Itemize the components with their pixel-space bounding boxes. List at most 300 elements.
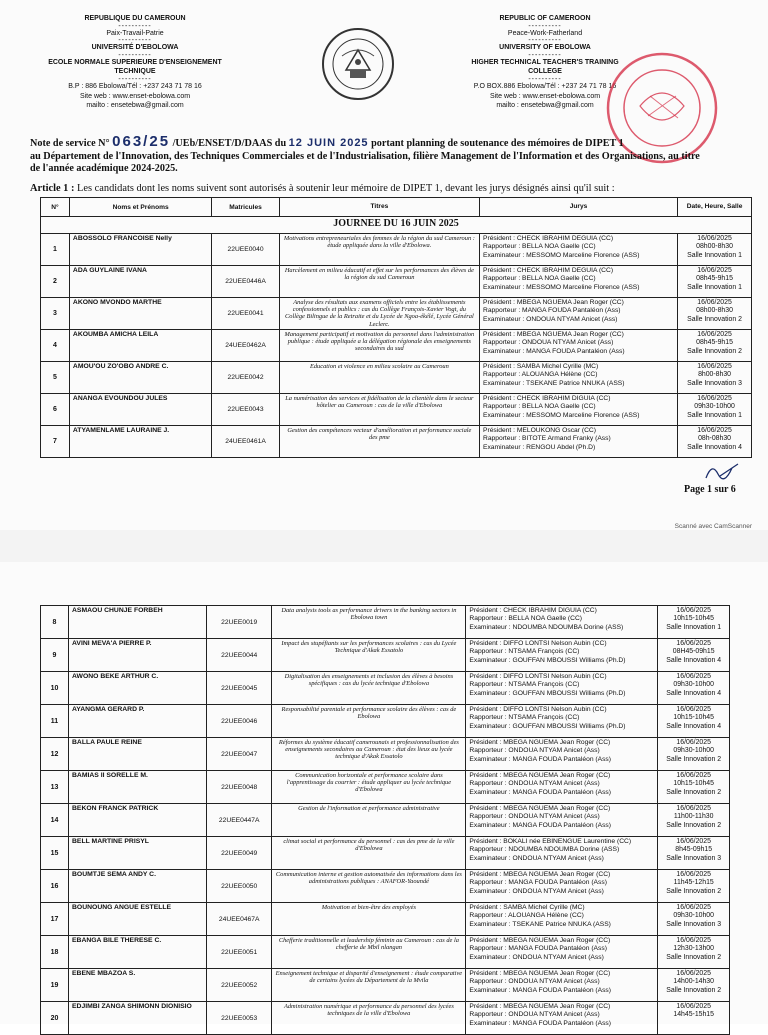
defense-date: 16/06/2025: [697, 427, 732, 434]
article-1: [30, 183, 750, 194]
jury-president: Président : MBEGA NGUEMA Jean Roger (CC): [469, 970, 611, 977]
defense-room: Salle Innovation 2: [666, 755, 722, 763]
jury-examinateur: Examinateur : TSEKANE Patrice NNUKA (ASS): [483, 379, 625, 387]
school-fr-line2: TECHNIQUE: [114, 68, 156, 76]
defense-room: Salle Innovation 4: [666, 722, 722, 730]
col-num: N°: [41, 198, 70, 217]
col-name: Noms et Prénoms: [69, 198, 211, 217]
jury-president: Président : MBEGA NGUEMA Jean Roger (CC): [469, 805, 611, 812]
jury-president: Président : MBEGA NGUEMA Jean Roger (CC): [469, 871, 611, 878]
row-number: 19: [41, 969, 69, 1002]
jury-examinateur: Examinateur : MESSOMO Marceline Florence (ASS): [483, 411, 640, 419]
school-en-line2: COLLEGE: [528, 68, 562, 76]
thesis-title: Analyse des résultats aux examens officiels entre les établissements confessionnels et publics : cas du Collège François-Xavier Vogt, du Collège Bilingue de la Retraite et du Lycée de Ngoa-ékélé, Lycée Général Leclerc.: [279, 298, 479, 330]
jury-rapporteur: Rapporteur : MANGA FOUDA Pantaléon (Ass): [469, 945, 607, 953]
table-row: [41, 771, 730, 804]
jury-rapporteur: Rapporteur : ONDOUA NTYAM Anicet (Ass): [469, 1011, 600, 1019]
defense-time: 08h00-8h30: [696, 243, 733, 251]
jury-cell: [466, 771, 658, 804]
jury-examinateur: Examinateur : MESSOMO Marceline Florence (ASS): [483, 251, 640, 259]
thesis-title: Réformes du système éducatif camerounais et professionnalisation des enseignements secondaires au Cameroun : état des lieux au lycée technique d'Akak Essatolo: [272, 738, 466, 771]
thesis-title: Gestion de l'information et performance administrative: [272, 804, 466, 837]
jury-president: Président : SAMBA Michel Cyrille (MC): [469, 904, 585, 911]
defense-date: 16/06/2025: [697, 299, 732, 306]
defense-date: 16/06/2025: [697, 363, 732, 370]
note-suffix: portant planning de soutenance des mémoires de DIPET 1: [371, 138, 624, 149]
table-row: [41, 606, 730, 639]
schedule-cell: [658, 1002, 730, 1035]
defense-time: 11h45-12h15: [673, 879, 714, 887]
row-number: 18: [41, 936, 69, 969]
school-fr-line1: ECOLE NORMALE SUPERIEURE D'ENSEIGNEMENT: [48, 58, 222, 66]
defense-room: Salle Innovation 1: [666, 623, 722, 631]
col-title: Titres: [279, 198, 479, 217]
table-row: [41, 936, 730, 969]
defense-date: 16/06/2025: [676, 739, 711, 746]
candidate-name: BALLA PAULE REINE: [69, 738, 207, 771]
thesis-title: Administration numérique et performance du personnel des lycées techniques de la ville d'Ebolowa: [272, 1002, 466, 1035]
separator: ----------: [118, 22, 152, 30]
jury-examinateur: Examinateur : ONDOUA NTYAM Anicet (Ass): [469, 854, 604, 862]
separator: ----------: [528, 51, 562, 59]
matricule: 22UEE0042: [212, 362, 279, 394]
defense-date: 16/06/2025: [676, 970, 711, 977]
defense-room: Salle Innovation 4: [687, 443, 742, 451]
jury-cell: [466, 606, 658, 639]
defense-room: Salle Innovation 4: [666, 689, 722, 697]
matricule: 24UEE0467A: [207, 903, 272, 936]
defense-time: 11h00-11h30: [673, 813, 714, 821]
jury-rapporteur: Rapporteur : NTSAMA François (CC): [469, 681, 580, 689]
candidate-name: EBENE MBAZOA S.: [69, 969, 207, 1002]
matricule: 24UEE0462A: [212, 330, 279, 362]
university-emblem-icon: [320, 26, 396, 102]
schedule-cell: [658, 804, 730, 837]
header-left-french: [40, 14, 230, 111]
defense-date: 16/06/2025: [676, 673, 711, 680]
note-title: [30, 133, 750, 176]
candidate-name: BOUNOUNG ANGUE ESTELLE: [69, 903, 207, 936]
matricule: 22UEE0048: [207, 771, 272, 804]
defense-time: 09h30-10h00: [673, 681, 714, 689]
table-header-row: [41, 198, 752, 217]
jury-cell: [466, 804, 658, 837]
defense-room: Salle Innovation 2: [687, 315, 742, 323]
matricule: 22UEE0052: [207, 969, 272, 1002]
schedule-cell: [658, 672, 730, 705]
defense-room: Salle Innovation 1: [687, 251, 742, 259]
note-line2: au Département de l'Innovation, des Techniques Commerciales et de l'Industrialisation, filière Management de l'Information et des Organisations, au titre: [30, 150, 700, 162]
row-number: 8: [41, 606, 69, 639]
jury-cell: [466, 738, 658, 771]
candidate-name: ATYAMENLAME LAURAINE J.: [69, 426, 211, 458]
matricule: 22UEE0019: [207, 606, 272, 639]
row-number: 14: [41, 804, 69, 837]
jury-rapporteur: Rapporteur : ONDOUA NTYAM Anicet (Ass): [469, 813, 600, 821]
table-row: [41, 705, 730, 738]
jury-examinateur: Examinateur : MANGA FOUDA Pantaléon (Ass): [469, 1019, 612, 1027]
matricule: 24UEE0461A: [212, 426, 279, 458]
row-number: 5: [41, 362, 70, 394]
separator: ----------: [118, 75, 152, 83]
defense-date: 16/06/2025: [697, 235, 732, 242]
jury-examinateur: Examinateur : GOUFFAN MBOUSSI Williams (Ph.D): [469, 722, 626, 730]
row-number: 13: [41, 771, 69, 804]
row-number: 16: [41, 870, 69, 903]
row-number: 20: [41, 1002, 69, 1035]
jury-president: Président : MBEGA NGUEMA Jean Roger (CC): [469, 937, 611, 944]
defense-room: Salle Innovation 3: [666, 920, 722, 928]
jury-examinateur: Examinateur : GOUFFAN MBOUSSI Williams (Ph.D): [469, 656, 626, 664]
schedule-cell: [678, 362, 752, 394]
thesis-title: Data analysis tools as performance drivers in the banking sectors in Ebolowa town: [272, 606, 466, 639]
jury-president: Président : SAMBA Michel Cyrille (MC): [483, 363, 599, 370]
jury-president: Président : CHECK IBRAHIM DIGUIA (CC): [469, 607, 597, 614]
jury-rapporteur: Rapporteur : MANGA FOUDA Pantaléon (Ass): [469, 879, 607, 887]
candidate-name: AKONO MVONDO MARTHE: [69, 298, 211, 330]
jury-rapporteur: Rapporteur : ONDOUA NTYAM Anicet (Ass): [483, 339, 614, 347]
thesis-title: La numérisation des services et fidélisation de la clientèle dans le secteur hôtelier au Cameroun : cas de la ville d'Ebolowa: [279, 394, 479, 426]
jury-examinateur: Examinateur : RENGOU Abdel (Ph.D): [483, 443, 596, 451]
candidate-name: ABOSSOLO FRANCOISE Nelly: [69, 234, 211, 266]
table-row: [41, 298, 752, 330]
jury-president: Président : MBEGA NGUEMA Jean Roger (CC): [483, 331, 624, 338]
schedule-cell: [658, 771, 730, 804]
schedule-cell: [678, 426, 752, 458]
jury-examinateur: Examinateur : NDOUMBA NDOUMBA Dorine (ASS): [469, 623, 624, 631]
thesis-title: Chefferie traditionnelle et leadership féminin au Cameroun : cas de la chefferie de Mbil nlangan: [272, 936, 466, 969]
jury-examinateur: Examinateur : ONDOUA NTYAM Anicet (Ass): [469, 887, 604, 895]
motto-fr: Paix-Travail-Patrie: [106, 29, 164, 37]
day-heading: JOURNEE DU 16 JUIN 2025: [41, 217, 752, 234]
defense-room: Salle Innovation 2: [666, 953, 722, 961]
candidate-name: AWONO BEKE ARTHUR C.: [69, 672, 207, 705]
jury-examinateur: Examinateur : ONDOUA NTYAM Anicet (Ass): [469, 953, 604, 961]
jury-examinateur: Examinateur : MANGA FOUDA Pantaléon (Ass): [469, 788, 612, 796]
matricule: 22UEE0050: [207, 870, 272, 903]
row-number: 12: [41, 738, 69, 771]
defense-time: 10h15-10h45: [673, 615, 714, 623]
defense-date: 16/06/2025: [676, 640, 711, 647]
page-gap: [0, 530, 768, 562]
schedule-cell: [658, 606, 730, 639]
row-number: 10: [41, 672, 69, 705]
jury-examinateur: Examinateur : TSEKANE Patrice NNUKA (ASS): [469, 920, 611, 928]
schedule-table-page-1: [40, 197, 752, 458]
thesis-title: Enseignement technique et disparité d'enseignement : étude comparative de certains lycées du Département de la Mvila: [272, 969, 466, 1002]
defense-time: 08h45-9h15: [696, 339, 733, 347]
jury-president: Président : MELOUKONG Oscar (CC): [483, 427, 596, 434]
schedule-cell: [678, 266, 752, 298]
jury-examinateur: Examinateur : MANGA FOUDA Pantaléon (Ass): [469, 755, 612, 763]
note-date: 12 JUIN 2025: [288, 137, 369, 149]
separator: ----------: [528, 37, 562, 45]
defense-date: 16/06/2025: [676, 937, 711, 944]
jury-cell: [480, 426, 678, 458]
schedule-cell: [658, 870, 730, 903]
jury-cell: [480, 394, 678, 426]
candidate-name: BEKON FRANCK PATRICK: [69, 804, 207, 837]
jury-president: Président : CHECK IBRAHIM DEGUIA (CC): [483, 235, 614, 242]
matricule: 22UEE0446A: [212, 266, 279, 298]
table-row: [41, 672, 730, 705]
defense-room: Salle Innovation 1: [687, 411, 742, 419]
defense-room: Salle Innovation 2: [666, 821, 722, 829]
article-label: Article 1 :: [30, 183, 75, 194]
note-ref: /UEb/ENSET/D/DAAS du: [172, 138, 287, 149]
schedule-cell: [678, 394, 752, 426]
defense-time: 12h30-13h00: [673, 945, 714, 953]
thesis-title: Harcèlement en milieu éducatif et effet sur les performances des élèves de la région du sud Cameroun: [279, 266, 479, 298]
table-row: [41, 394, 752, 426]
jury-president: Président : DIFFO LONTSI Nelson Aubin (CC): [469, 640, 607, 647]
jury-examinateur: Examinateur : MANGA FOUDA Pantaléon (Ass): [483, 347, 625, 355]
day-heading-row: [41, 217, 752, 234]
defense-room: Salle Innovation 2: [687, 347, 742, 355]
table-row: [41, 804, 730, 837]
jury-examinateur: Examinateur : MANGA FOUDA Pantaléon (Ass): [469, 986, 612, 994]
matricule: 22UEE0447A: [207, 804, 272, 837]
jury-president: Président : MBEGA NGUEMA Jean Roger (CC): [483, 299, 624, 306]
note-line3: de l'année académique 2024-2025.: [30, 163, 178, 174]
jury-cell: [480, 266, 678, 298]
jury-rapporteur: Rapporteur : NDOUMBA NDOUMBA Dorine (ASS): [469, 846, 620, 854]
col-jury: Jurys: [480, 198, 678, 217]
table-row: [41, 1002, 730, 1035]
jury-cell: [466, 837, 658, 870]
candidate-name: BELL MARTINE PRISYL: [69, 837, 207, 870]
jury-cell: [466, 672, 658, 705]
note-prefix: Note de service N°: [30, 138, 110, 149]
thesis-title: Gestion des compétences vecteur d'amélioration et performance sociale des pme: [279, 426, 479, 458]
defense-date: 16/06/2025: [676, 607, 711, 614]
schedule-table-page-2: [40, 605, 730, 1035]
jury-rapporteur: Rapporteur : ONDOUA NTYAM Anicet (Ass): [469, 747, 600, 755]
thesis-title: Digitalisation des enseignements et inclusion des élèves à besoins spécifiques : cas du lycée technique d'Ebolowa: [272, 672, 466, 705]
schedule-cell: [658, 969, 730, 1002]
jury-rapporteur: Rapporteur : BELLA NOA Gaelle (CC): [483, 243, 596, 251]
defense-date: 16/06/2025: [697, 267, 732, 274]
defense-date: 16/06/2025: [676, 805, 711, 812]
matricule: 22UEE0040: [212, 234, 279, 266]
country-en: REPUBLIC OF CAMEROON: [499, 15, 591, 22]
defense-date: 16/06/2025: [676, 838, 711, 845]
matricule: 22UEE0043: [212, 394, 279, 426]
schedule-cell: [658, 903, 730, 936]
table-row: [41, 837, 730, 870]
jury-president: Président : MBEGA NGUEMA Jean Roger (CC): [469, 772, 611, 779]
row-number: 9: [41, 639, 69, 672]
email-fr: mailto : ensetebwa@gmail.com: [86, 102, 184, 110]
page-number: Page 1 sur 6: [684, 484, 736, 495]
jury-cell: [466, 936, 658, 969]
defense-time: 08h-08h30: [698, 435, 732, 443]
defense-room: Salle Innovation 2: [666, 986, 722, 994]
defense-room: Salle Innovation 4: [666, 656, 722, 664]
candidate-name: ASMAOU CHUNJE FORBEH: [69, 606, 207, 639]
defense-time: 10h15-10h45: [673, 780, 714, 788]
website-fr: Site web : www.enset-ebolowa.com: [79, 92, 191, 100]
defense-date: 16/06/2025: [697, 395, 732, 402]
candidate-name: AYANGMA GERARD P.: [69, 705, 207, 738]
separator: ----------: [118, 37, 152, 45]
defense-time: 08h00-8h30: [696, 307, 733, 315]
jury-examinateur: Examinateur : ONDOUA NTYAM Anicet (Ass): [483, 315, 618, 323]
col-matricule: Matricules: [212, 198, 279, 217]
separator: ----------: [118, 51, 152, 59]
schedule-cell: [678, 330, 752, 362]
matricule: 22UEE0051: [207, 936, 272, 969]
defense-date: 16/06/2025: [676, 772, 711, 779]
candidate-name: EBANGA BILE THERESE C.: [69, 936, 207, 969]
table-row: [41, 330, 752, 362]
defense-time: 09h30-10h00: [694, 403, 735, 411]
thesis-title: Education et violence en milieu scolaire au Cameroun: [279, 362, 479, 394]
row-number: 4: [41, 330, 70, 362]
matricule: 22UEE0049: [207, 837, 272, 870]
table-row: [41, 969, 730, 1002]
table-row: [41, 362, 752, 394]
defense-date: 16/06/2025: [676, 904, 711, 911]
defense-time: 09h30-10h00: [673, 747, 714, 755]
defense-time: 09h30-10h00: [673, 912, 714, 920]
signature-icon: [702, 460, 742, 484]
candidate-name: EDJIMBI ZANGA SHIMONN DIONISIO: [69, 1002, 207, 1035]
table-row: [41, 870, 730, 903]
jury-rapporteur: Rapporteur : ONDOUA NTYAM Anicet (Ass): [469, 978, 600, 986]
thesis-title: Communication horizontale et performance scolaire dans l'apprentissage du courrier : étude appliquer au lycée technique d'Ebolowa: [272, 771, 466, 804]
thesis-title: climat social et performance du personnel : cas des pme de la ville d'Ebolowa: [272, 837, 466, 870]
jury-president: Président : DIFFO LONTSI Nelson Aubin (CC): [469, 673, 607, 680]
article-text: Les candidats dont les noms suivent sont autorisés à soutenir leur mémoire de DIPET 1, devant les jurys désignés ainsi qu'il suit :: [77, 183, 615, 194]
defense-time: 8h00-8h30: [698, 371, 732, 379]
jury-examinateur: Examinateur : MANGA FOUDA Pantaléon (Ass): [469, 821, 612, 829]
jury-cell: [480, 330, 678, 362]
matricule: 22UEE0041: [212, 298, 279, 330]
thesis-title: Responsabilité parentale et performance scolaire des élèves : cas de Ebolowa: [272, 705, 466, 738]
school-en-line1: HIGHER TECHNICAL TEACHER'S TRAINING: [471, 58, 619, 66]
thesis-title: Management participatif et motivation du personnel dans l'administration publique : étude appliquée a la délégation régionale des enseignements secondaires du sud: [279, 330, 479, 362]
table-row: [41, 234, 752, 266]
thesis-title: Impact des stupéfiants sur les performances scolaires : cas du Lycée Technique d'Akak Essatolo: [272, 639, 466, 672]
contact-en: P.O BOX.886 Ebolowa/Tél : +237 24 71 78 16: [473, 82, 617, 90]
schedule-cell: [658, 936, 730, 969]
candidate-name: AMOU'OU ZO'OBO ANDRE C.: [69, 362, 211, 394]
defense-room: Salle Innovation 3: [666, 854, 722, 862]
jury-examinateur: Examinateur : MESSOMO Marceline Florence (ASS): [483, 283, 640, 291]
schedule-cell: [678, 234, 752, 266]
defense-time: 14h00-14h30: [673, 978, 714, 986]
contact-fr: B.P : 886 Ebolowa/Tél : +237 243 71 78 16: [68, 82, 202, 90]
schedule-cell: [658, 837, 730, 870]
defense-room: Salle Innovation 3: [687, 379, 742, 387]
row-number: 17: [41, 903, 69, 936]
table-row: [41, 639, 730, 672]
jury-rapporteur: Rapporteur : BELLA NOA Gaelle (CC): [483, 275, 596, 283]
thesis-title: Motivations entrepreneuriales des femmes de la région du sud Cameroun : étude appliquée dans la ville d'Ebolowa.: [279, 234, 479, 266]
jury-cell: [466, 639, 658, 672]
row-number: 6: [41, 394, 70, 426]
defense-time: 14h45-15h15: [673, 1011, 714, 1019]
candidate-name: AKOUMBA AMICHA LEILA: [69, 330, 211, 362]
jury-president: Président : MBEGA NGUEMA Jean Roger (CC): [469, 739, 611, 746]
schedule-cell: [658, 639, 730, 672]
candidate-name: ANANGA EVOUNDOU JULES: [69, 394, 211, 426]
table-row: [41, 738, 730, 771]
jury-cell: [480, 234, 678, 266]
defense-time: 8h45-09h15: [675, 846, 713, 854]
jury-rapporteur: Rapporteur : NTSAMA François (CC): [469, 714, 580, 722]
website-en: Site web : www.enset-ebolowa.com: [489, 92, 601, 100]
jury-examinateur: Examinateur : GOUFFAN MBOUSSI Williams (Ph.D): [469, 689, 626, 697]
jury-rapporteur: Rapporteur : BELLA NOA Gaelle (CC): [483, 403, 596, 411]
note-number: 063/25: [112, 133, 171, 150]
row-number: 3: [41, 298, 70, 330]
country-fr: REPUBLIQUE DU CAMEROUN: [84, 15, 186, 22]
jury-cell: [466, 1002, 658, 1035]
separator: ----------: [528, 22, 562, 30]
jury-rapporteur: Rapporteur : BELLA NOA Gaelle (CC): [469, 615, 583, 623]
matricule: 22UEE0047: [207, 738, 272, 771]
jury-cell: [466, 969, 658, 1002]
jury-cell: [466, 705, 658, 738]
col-date: Date, Heure, Salle: [678, 198, 752, 217]
defense-time: 08h45-9h15: [696, 275, 733, 283]
candidate-name: BOUMTJE SEMA ANDY C.: [69, 870, 207, 903]
schedule-cell: [678, 298, 752, 330]
jury-president: Président : CHECK IBRAHIM DIGUIA (CC): [483, 395, 611, 402]
jury-rapporteur: Rapporteur : ALOUANGA Hélène (CC): [469, 912, 584, 920]
matricule: 22UEE0046: [207, 705, 272, 738]
defense-date: 16/06/2025: [676, 871, 711, 878]
jury-rapporteur: Rapporteur : NTSAMA François (CC): [469, 648, 580, 656]
jury-president: Président : DIFFO LONTSI Nelson Aubin (CC): [469, 706, 607, 713]
candidate-name: ADA GUYLAINE IVANA: [69, 266, 211, 298]
email-en: mailto : ensetebwa@gmail.com: [496, 102, 594, 110]
jury-cell: [480, 298, 678, 330]
defense-date: 16/06/2025: [676, 706, 711, 713]
jury-cell: [480, 362, 678, 394]
row-number: 7: [41, 426, 70, 458]
jury-cell: [466, 870, 658, 903]
schedule-cell: [658, 738, 730, 771]
university-en: UNIVERSITY OF EBOLOWA: [499, 44, 591, 52]
motto-en: Peace-Work-Fatherland: [507, 29, 583, 37]
jury-rapporteur: Rapporteur : ALOUANGA Hélène (CC): [483, 371, 598, 379]
university-fr: UNIVERSITÉ D'EBOLOWA: [91, 44, 179, 52]
thesis-title: Communication interne et gestion automatisée des informations dans les administrations publiques : ANAFOR-Yaoundé: [272, 870, 466, 903]
jury-president: Président : CHECK IBRAHIM DEGUIA (CC): [483, 267, 614, 274]
defense-time: 08H45-09h15: [672, 648, 715, 656]
row-number: 15: [41, 837, 69, 870]
schedule-cell: [658, 705, 730, 738]
candidate-name: AVINI MEVA'A PIERRE P.: [69, 639, 207, 672]
table-row: [41, 903, 730, 936]
table-row: [41, 426, 752, 458]
scanner-label: Scanné avec CamScanner: [674, 523, 752, 530]
matricule: 22UEE0044: [207, 639, 272, 672]
row-number: 2: [41, 266, 70, 298]
jury-president: Président : BOKALI née EBINENGUE Laurentine (CC): [469, 838, 632, 845]
row-number: 11: [41, 705, 69, 738]
defense-date: 16/06/2025: [676, 1003, 711, 1010]
matricule: 22UEE0045: [207, 672, 272, 705]
jury-rapporteur: Rapporteur : ONDOUA NTYAM Anicet (Ass): [469, 780, 600, 788]
jury-cell: [466, 903, 658, 936]
defense-room: Salle Innovation 2: [666, 887, 722, 895]
defense-date: 16/06/2025: [697, 331, 732, 338]
separator: ----------: [528, 75, 562, 83]
